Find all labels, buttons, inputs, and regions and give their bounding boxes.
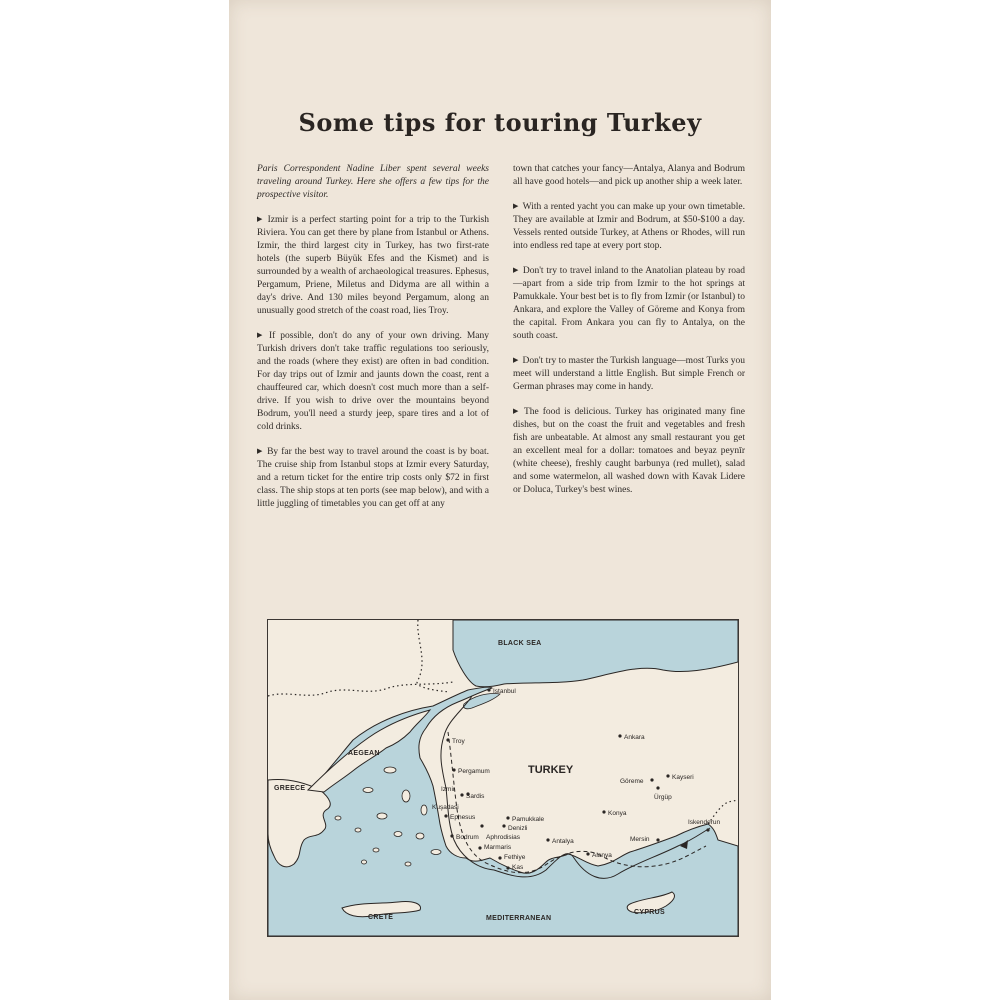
city-label-kas: Kas — [512, 864, 524, 871]
city-markers — [432, 688, 721, 871]
city-label-marmaris: Marmaris — [484, 844, 512, 851]
city-label-urgup: Ürgüp — [654, 794, 672, 801]
tip-text: With a rented yacht you can make up your own timetable. They are available at Izmir and Bodrum, at $50-$100 a day. Vessels rented outside Turkey, at Athens or Rhodes, will run into endless red tape at every port stop. — [513, 202, 745, 251]
city-label-iskenderun: Iskenderun — [688, 819, 721, 826]
city-label-kusadasi: Kuşadasi — [432, 804, 459, 811]
black-sea-label: BLACK SEA — [498, 640, 542, 647]
city-label-mersin: Mersin — [630, 836, 650, 843]
city-label-goreme: Göreme — [620, 778, 644, 785]
city-label-alanya: Alanya — [592, 852, 612, 859]
text-column-right — [513, 163, 745, 508]
triangle-right-icon: ▶ — [513, 356, 519, 364]
tip-text: By far the best way to travel around the coast is by boat. The cruise ship from Istanbul stops at Izmir every Saturday, and a return ticket for the entire trip costs only $72 in first class. The ship stops at ten ports (see map below), and with a little juggling of timetables you can get off at any — [257, 447, 489, 509]
triangle-right-icon: ▶ — [257, 331, 265, 339]
city-label-kayseri: Kayseri — [672, 774, 694, 781]
tip-text: town that catches your fancy—Antalya, Alanya and Bodrum all have good hotels—and pick up another ship a week later. — [513, 164, 745, 187]
city-label-denizli: Denizli — [508, 825, 528, 832]
cyprus-label: CYPRUS — [634, 909, 665, 916]
triangle-right-icon: ▶ — [513, 266, 519, 274]
tip-text: Don't try to master the Turkish language—most Turks you meet will understand a little English. But simple French or German phrases may come in handy. — [513, 356, 745, 392]
tip-paragraph — [257, 329, 489, 434]
crete-label: CRETE — [368, 914, 394, 921]
tip-text: If possible, don't do any of your own driving. Many Turkish drivers don't take traffic regulations too seriously, and the roads (where they exist) are often in bad condition. For day trips out of Izmir and jaunts down the coast, rent a chauffeured car, which doesn't cost much more than a self-drive. If you wish to drive over the mountains beyond Bodrum, you'll need a sturdy jeep, spare tires and a lot of cold drinks. — [257, 331, 490, 432]
triangle-right-icon: ▶ — [257, 215, 264, 223]
triangle-right-icon: ▶ — [513, 407, 520, 415]
city-label-antalya: Antalya — [552, 838, 574, 845]
tip-paragraph — [513, 200, 745, 253]
city-label-pamukkale: Pamukkale — [512, 816, 545, 823]
tip-paragraph — [513, 264, 745, 343]
mediterranean-label: MEDITERRANEAN — [486, 915, 552, 922]
tip-paragraph — [513, 405, 745, 497]
city-label-aphrodisias: Aphrodisias — [486, 834, 520, 841]
city-label-istanbul: Istanbul — [493, 688, 516, 695]
article-title: Some tips for touring Turkey — [298, 108, 702, 137]
city-label-bodrum: Bodrum — [456, 834, 479, 841]
city-label-pergamum: Pergamum — [458, 768, 490, 775]
turkey-map — [267, 619, 739, 937]
map-labels — [268, 620, 738, 936]
city-label-konya: Konya — [608, 810, 627, 817]
tip-paragraph — [257, 445, 489, 511]
tip-text: Izmir is a perfect starting point for a trip to the Turkish Riviera. You can get there by plane from Istanbul or Athens. Izmir, the third largest city in Turkey, has two first-rate hotels (the superb Büyük Efes and the Kismet) and is surrounded by a wealth of archaeological treasures. Ephesus, Pergamum, Priene, Miletus and Didyma are all within a day's drive. And 130 miles beyond Pergamum, along an unusually good stretch of the coast road, lies Troy. — [257, 215, 489, 316]
city-label-izmir: Izmir — [441, 786, 456, 793]
city-label-troy: Troy — [452, 738, 465, 745]
city-label-sardis: Sardis — [466, 793, 485, 800]
aegean-label: AEGEAN — [348, 750, 380, 757]
tip-paragraph — [257, 213, 489, 318]
tip-text: Don't try to travel inland to the Anatolian plateau by road—apart from a side trip from Izmir to the hot springs at Pamukkale. Your best bet is to fly from Izmir (or Istanbul) to Ankara, and explore the Valley of Göreme and Konya from the capital. From Ankara you can fly to Antalya, on the south coast. — [513, 266, 745, 341]
tip-text: The food is delicious. Turkey has originated many fine dishes, but on the coast the fruit and vegetables and fresh fish are unbeatable. At almost any small restaurant you get an excellent meal for a dollar: tomatoes and beyaz peynīr (white cheese), freshly caught barbunya (red mullet), salad and some watermelon, all washed down with Kavak Lidere or Doluca, Turkey's best wines. — [513, 407, 745, 495]
city-label-ephesus: Ephesus — [450, 814, 476, 821]
intro-paragraph: Paris Correspondent Nadine Liber spent several weeks traveling around Turkey. Here she offers a few tips for the prospective visitor. — [257, 164, 489, 200]
turkey-label: TURKEY — [528, 764, 574, 776]
city-label-ankara: Ankara — [624, 734, 645, 741]
magazine-page — [229, 0, 771, 1000]
tip-paragraph — [513, 163, 745, 189]
triangle-right-icon: ▶ — [257, 447, 264, 455]
city-label-fethiye: Fethiye — [504, 854, 526, 861]
text-column-left — [257, 163, 489, 522]
greece-label: GREECE — [274, 785, 306, 792]
triangle-right-icon: ▶ — [513, 202, 519, 210]
tip-paragraph — [513, 354, 745, 394]
